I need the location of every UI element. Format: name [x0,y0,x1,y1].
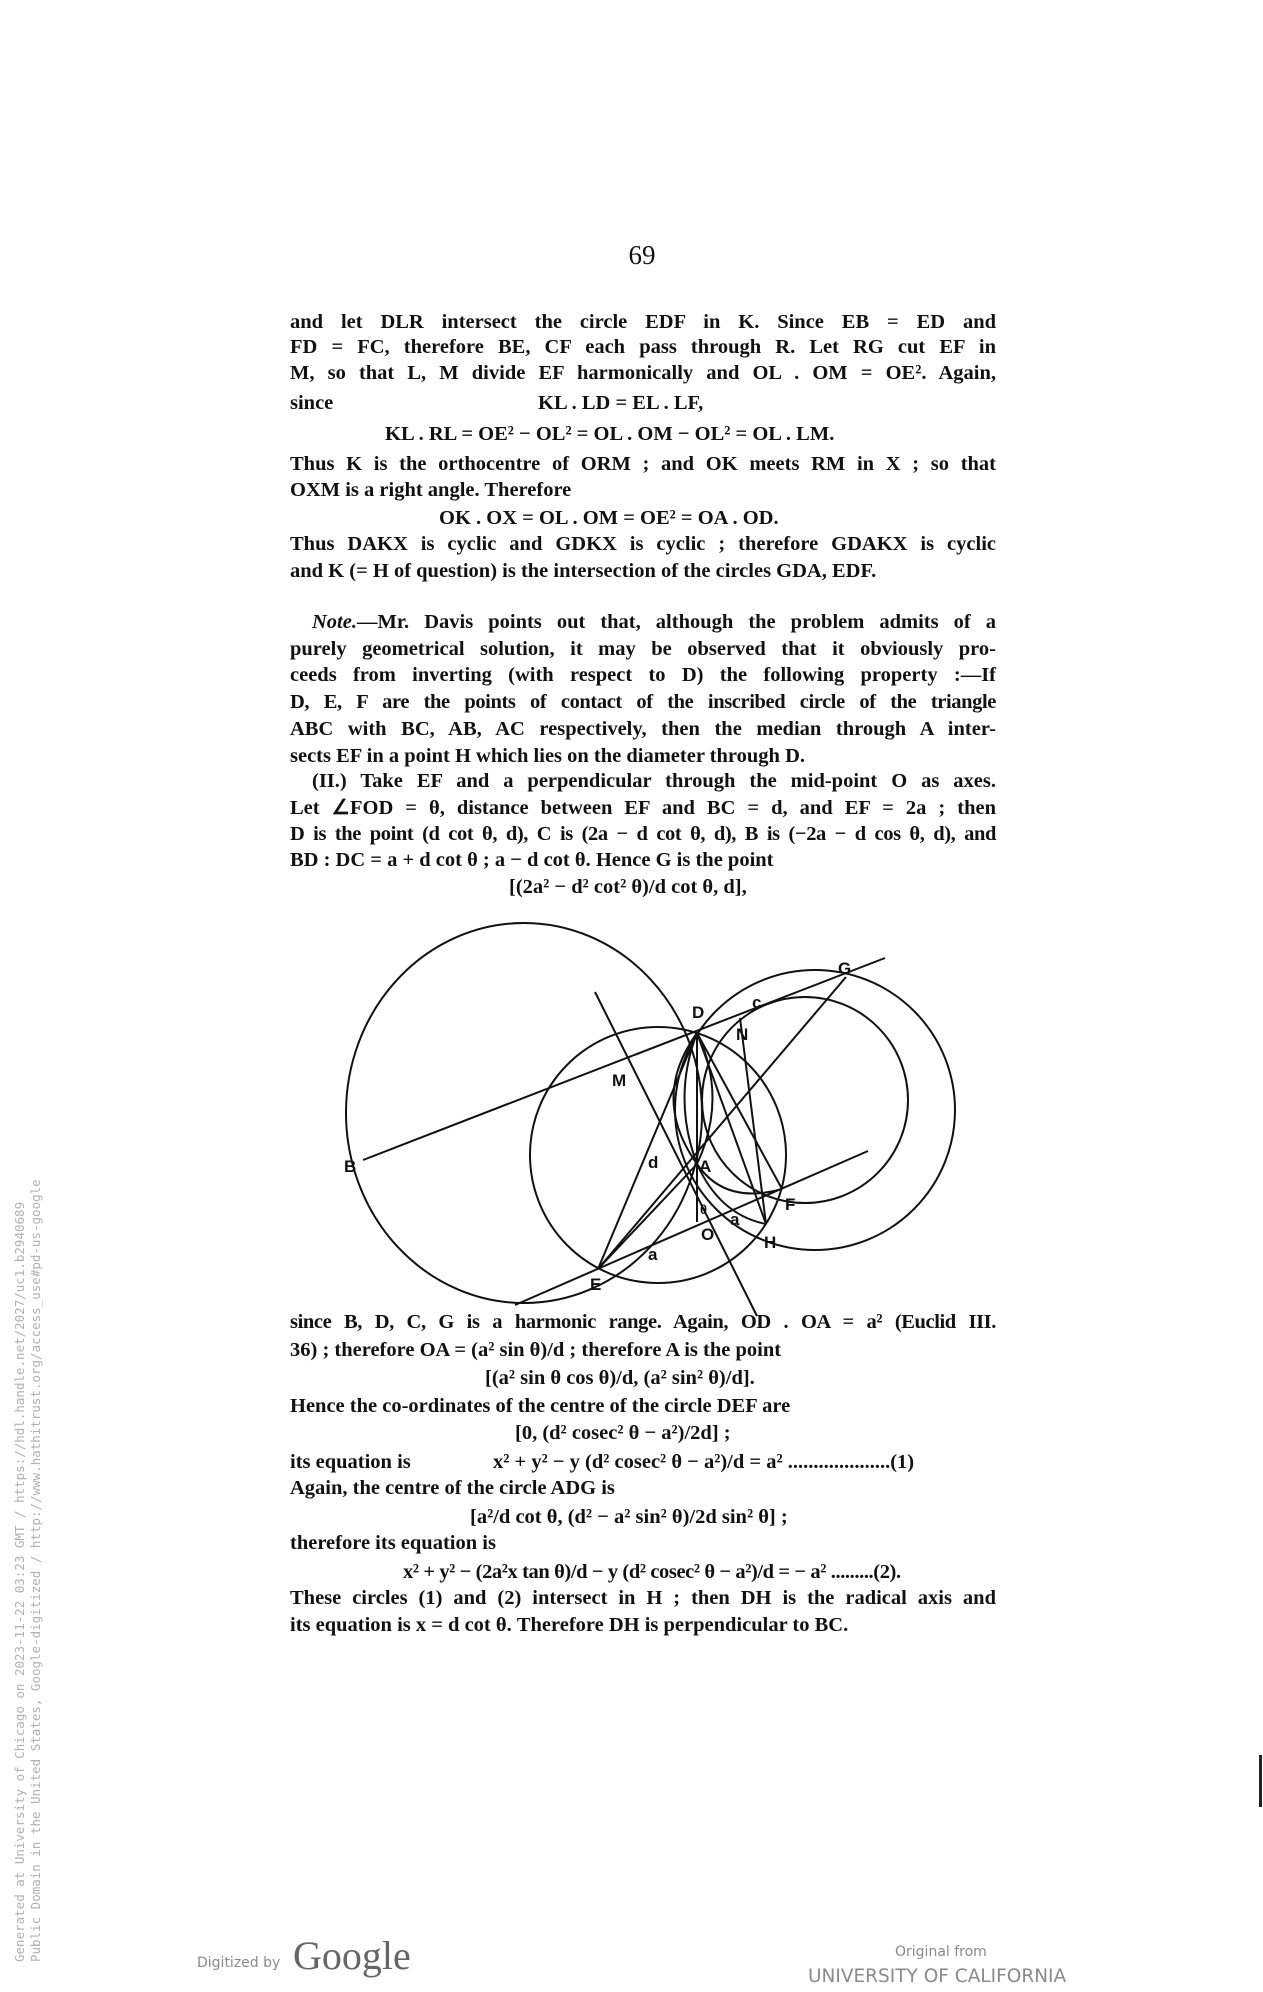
text-line: since B, D, C, G is a harmonic range. Again, OD . OA = a² (Euclid III. [290,1311,996,1333]
text-line: sects EF in a point H which lies on the diameter through D. [290,745,805,767]
watermark-line-2: Public Domain in the United States, Google-digitized / http://www.hathitrust.org/access_use#pd-us-google [28,1179,43,1962]
text-line: D is the point (d cot θ, d), C is (2a − d cot θ, d), B is (−2a − d cos θ, d), and [290,823,996,845]
label-n: N [736,1025,749,1044]
text-line: Let ∠FOD = θ, distance between EF and BC = d, and EF = 2a ; then [290,797,996,819]
text-line: KL . LD = EL . LF, [538,392,704,414]
text-line: x² + y² − y (d² cosec² θ − a²)/d = a² ....................(1) [493,1451,915,1473]
text-line: and let DLR intersect the circle EDF in K. Since EB = ED and [290,311,996,333]
label-d-distance: d [648,1153,659,1172]
text-line: x² + y² − (2a²x tan θ)/d − y (d² cosec² θ − a²)/d = − a² .........(2). [403,1561,901,1583]
google-logo: Google [293,1933,411,1978]
text-line: Thus DAKX is cyclic and GDKX is cyclic ; therefore GDAKX is cyclic [290,533,996,555]
text-line: purely geometrical solution, it may be observed that it obviously pro- [290,638,996,660]
text-line: OK . OX = OL . OM = OE² = OA . OD. [439,507,779,529]
label-f: F [785,1195,796,1214]
text-line: Hence the co-ordinates of the centre of the circle DEF are [290,1395,791,1417]
text-line: KL . RL = OE² − OL² = OL . OM − OL² = OL . LM. [385,423,835,445]
note-text: —Mr. Davis points out that, although the problem admits of a [356,611,996,633]
label-e: E [590,1275,602,1294]
text-line: FD = FC, therefore BE, CF each pass through R. Let RG cut EF in [290,336,996,358]
text-line: Again, the centre of the circle ADG is [290,1477,615,1499]
text-line: BD : DC = a + d cot θ ; a − d cot θ. Hence G is the point [290,849,774,871]
text-line: [(a² sin θ cos θ)/d, (a² sin² θ)/d]. [485,1367,755,1389]
label-c: c [752,993,762,1012]
text-line: 36) ; therefore OA = (a² sin θ)/d ; therefore A is the point [290,1339,782,1361]
original-from-label: Original from [895,1944,987,1960]
label-theta: θ [700,1202,708,1217]
text-line: [a²/d cot θ, (d² − a² sin² θ)/2d sin² θ] ; [470,1506,788,1528]
label-g: G [838,959,852,978]
line-dh [697,1033,766,1224]
page-number: 69 [628,240,656,270]
label-h: H [764,1233,777,1252]
label-b: B [344,1157,357,1176]
text-line: M, so that L, M divide EF harmonically and OL . OM = OE². Again, [290,362,996,384]
text-line: Thus K is the orthocentre of ORM ; and OK meets RM in X ; so that [290,453,996,475]
digitized-by-label: Digitized by [197,1955,281,1971]
label-o: O [701,1225,715,1244]
text-line: therefore its equation is [290,1532,496,1554]
text-line: ABC with BC, AB, AC respectively, then the median through A inter- [290,718,996,740]
line-bg [363,958,885,1160]
watermark-line-1: Generated at University of Chicago on 2023-11-22 03:23 GMT / https://hdl.handle.net/2027/uc1.b2940689 [12,1201,27,1962]
line-m [595,992,757,1316]
text-line: and K (= H of question) is the intersection of the circles GDA, EDF. [290,560,877,582]
scan-edge-mark [1259,1755,1262,1807]
text-line: its equation is x = d cot θ. Therefore DH is perpendicular to BC. [290,1614,849,1636]
text-line: ceeds from inverting (with respect to D) the following property :—If [290,664,996,686]
label-a-left: a [648,1245,658,1264]
label-a-right: a [730,1210,740,1229]
text-line: (II.) Take EF and a perpendicular through the mid-point O as axes. [312,770,996,792]
text-line: since [290,392,334,414]
text-line: [(2a² − d² cot² θ)/d cot θ, d], [509,876,747,898]
text-line: OXM is a right angle. Therefore [290,479,572,501]
label-d: D [692,1003,705,1022]
label-a: A [699,1157,712,1176]
note-label: Note. [312,611,357,633]
text-line: These circles (1) and (2) intersect in H ; then DH is the radical axis and [290,1587,996,1609]
text-line: D, E, F are the points of contact of the inscribed circle of the triangle [290,691,996,713]
institution-label: UNIVERSITY OF CALIFORNIA [808,1966,1067,1987]
text-line: its equation is [290,1451,411,1473]
text-line: [0, (d² cosec² θ − a²)/2d] ; [515,1422,731,1444]
label-m: M [612,1071,627,1090]
